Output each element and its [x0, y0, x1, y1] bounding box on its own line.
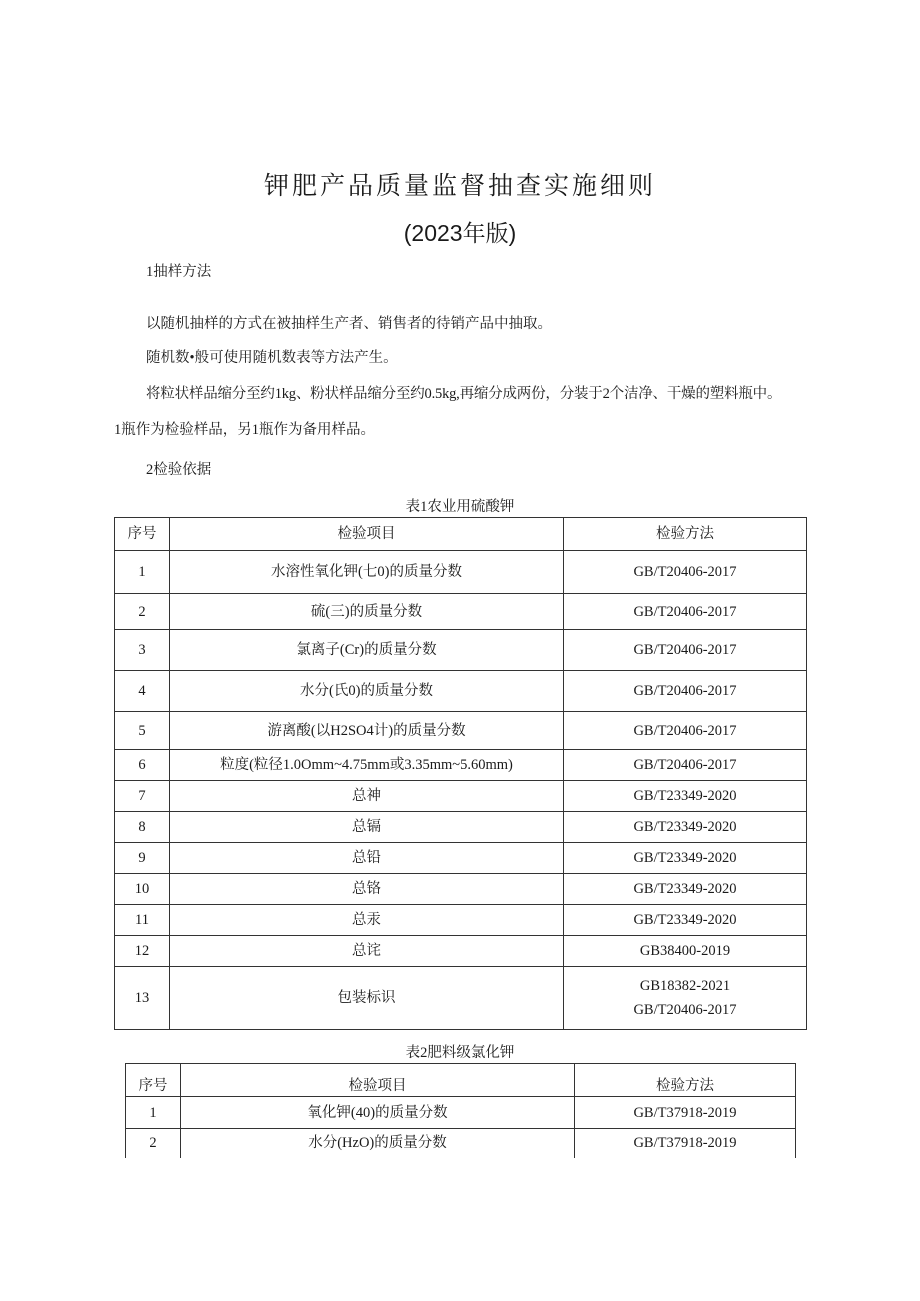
inspection-method: GB/T23349-2020 [564, 843, 807, 874]
inspection-method: GB18382-2021 [639, 978, 731, 994]
table1-header-method: 检验方法 [564, 518, 807, 551]
inspection-method-cell [564, 967, 807, 1030]
inspection-method: GB/T23349-2020 [564, 905, 807, 936]
section1-paragraph-3: 将粒状样品缩分至约1kg、粉状样品缩分至约0.5kg,再缩分成两份，分装于2个洁净、干燥的塑料瓶中。 [146, 386, 782, 402]
inspection-item: 粒度(粒径1.0Omm~4.75mm或3.35mm~5.60mm) [170, 750, 564, 781]
table2-header-row [126, 1064, 796, 1097]
inspection-item: 包装标识 [170, 967, 564, 1030]
inspection-method: GB38400-2019 [564, 936, 807, 967]
inspection-item: 总镉 [170, 812, 564, 843]
inspection-item: 氧化钾(40)的质量分数 [181, 1097, 575, 1129]
inspection-method: GB/T23349-2020 [564, 781, 807, 812]
inspection-item: 总神 [170, 781, 564, 812]
inspection-method: GB/T37918-2019 [575, 1097, 796, 1129]
inspection-item: 水分(HzO)的质量分数 [181, 1129, 575, 1158]
row-number: 11 [115, 905, 170, 936]
inspection-method: GB/T20406-2017 [564, 594, 807, 630]
table-row [115, 551, 807, 594]
row-number: 10 [115, 874, 170, 905]
inspection-item: 总铅 [170, 843, 564, 874]
inspection-method: GB/T23349-2020 [564, 874, 807, 905]
table-row [115, 594, 807, 630]
table-row [115, 967, 807, 1030]
table-row [126, 1129, 796, 1158]
section1-paragraph-1: 以随机抽样的方式在被抽样生产者、销售者的待销产品中抽取。 [146, 316, 552, 332]
document-subtitle: (2023年版) [403, 220, 517, 246]
table-row [115, 750, 807, 781]
row-number: 13 [115, 967, 170, 1030]
row-number: 3 [115, 630, 170, 671]
table1-header-item: 检验项目 [170, 518, 564, 551]
inspection-item: 总诧 [170, 936, 564, 967]
inspection-item: 水溶性氧化钾(七0)的质量分数 [170, 551, 564, 594]
table1-header-row [115, 518, 807, 551]
table-row [115, 936, 807, 967]
row-number: 2 [126, 1129, 181, 1158]
row-number: 9 [115, 843, 170, 874]
inspection-item: 氯离子(Cr)的质量分数 [170, 630, 564, 671]
table-row [115, 630, 807, 671]
row-number: 12 [115, 936, 170, 967]
inspection-item: 总汞 [170, 905, 564, 936]
table-row [126, 1097, 796, 1129]
section1-paragraph-2: 随机数•般可使用随机数表等方法产生。 [146, 350, 398, 366]
row-number: 8 [115, 812, 170, 843]
row-number: 1 [115, 551, 170, 594]
table2-caption: 表2肥料级氯化钾 [405, 1045, 515, 1061]
table1-header-no: 序号 [115, 518, 170, 551]
table2-header-item: 检验项目 [181, 1064, 575, 1097]
table-row [115, 843, 807, 874]
table-row [115, 905, 807, 936]
inspection-method: GB/T20406-2017 [564, 750, 807, 781]
inspection-method: GB/T23349-2020 [564, 812, 807, 843]
inspection-method: GB/T20406-2017 [564, 630, 807, 671]
inspection-item: 硫(三)的质量分数 [170, 594, 564, 630]
row-number: 4 [115, 671, 170, 712]
table2-header-method: 检验方法 [575, 1064, 796, 1097]
inspection-item: 水分(氏0)的质量分数 [170, 671, 564, 712]
document-title: 钾肥产品质量监督抽查实施细则 [263, 171, 656, 200]
inspection-item: 总铬 [170, 874, 564, 905]
row-number: 6 [115, 750, 170, 781]
table1-inspection-items [114, 517, 807, 1030]
table1-caption: 表1农业用硫酸钾 [405, 499, 515, 515]
table-row [115, 671, 807, 712]
table2-header-no: 序号 [126, 1064, 181, 1097]
inspection-method: GB/T20406-2017 [564, 712, 807, 750]
table-row [115, 781, 807, 812]
section1-heading: 1抽样方法 [146, 264, 212, 280]
inspection-method-secondary: GB/T20406-2017 [633, 1002, 737, 1018]
row-number: 1 [126, 1097, 181, 1129]
inspection-item: 游离酸(以H2SO4计)的质量分数 [170, 712, 564, 750]
section2-heading: 2检验依据 [146, 462, 212, 478]
inspection-method: GB/T37918-2019 [575, 1129, 796, 1158]
row-number: 5 [115, 712, 170, 750]
table-row [115, 812, 807, 843]
table-row [115, 874, 807, 905]
table2-inspection-items [125, 1063, 796, 1158]
section1-paragraph-3-continued: 1瓶作为检验样品，另1瓶作为备用样品。 [114, 422, 375, 438]
inspection-method: GB/T20406-2017 [564, 671, 807, 712]
row-number: 2 [115, 594, 170, 630]
row-number: 7 [115, 781, 170, 812]
table-row [115, 712, 807, 750]
inspection-method: GB/T20406-2017 [564, 551, 807, 594]
